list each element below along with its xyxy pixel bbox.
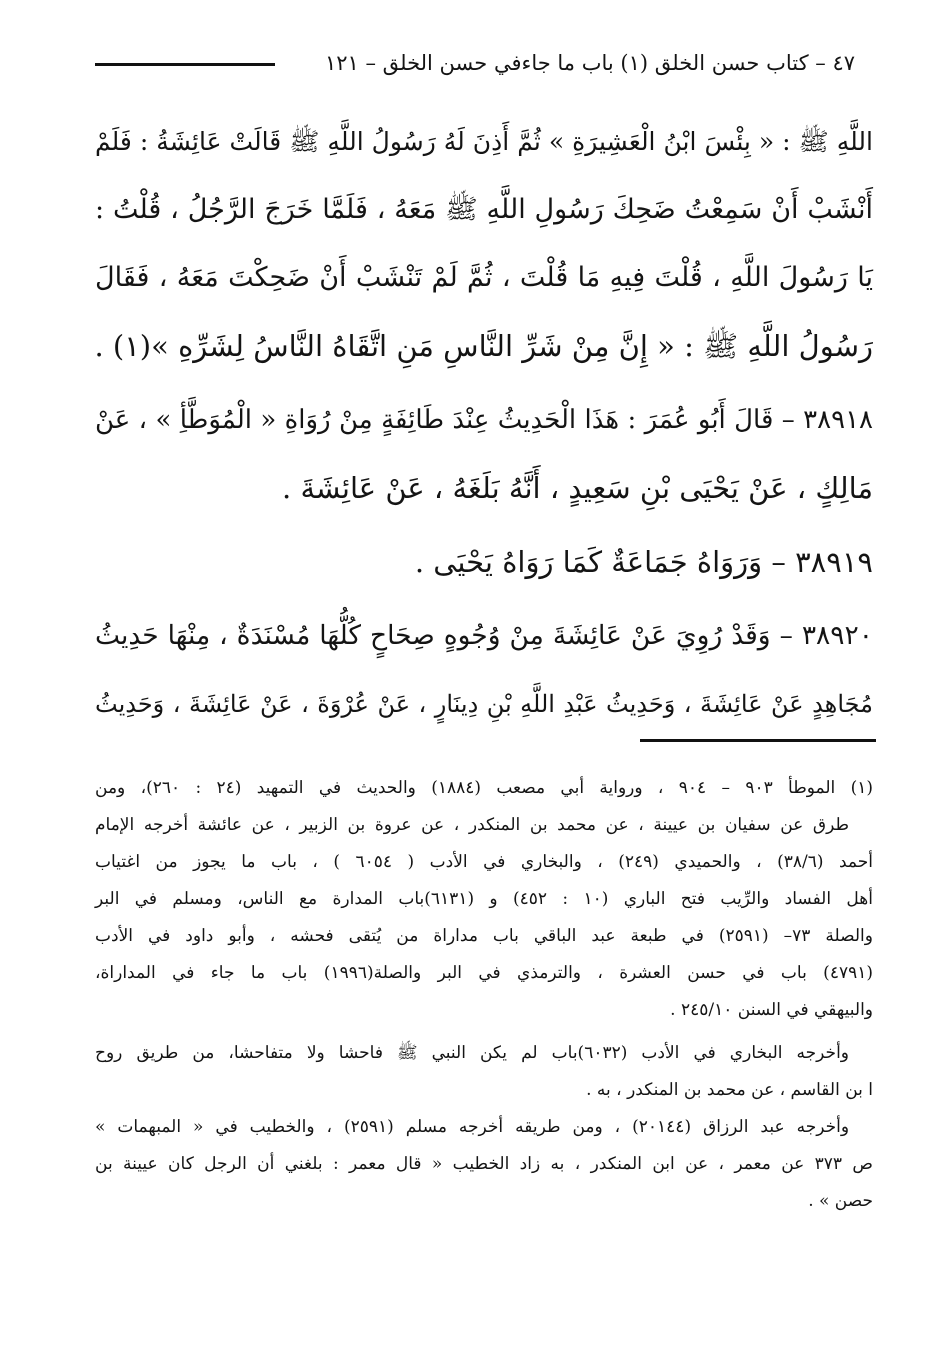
footnote-line: أهل الفساد والرِّيب فتح الباري (١٠ : ٤٥٢) و (٦١٣١)باب المدارة مع الناس، ومسلم في البر (95, 889, 873, 909)
text-line: مَالِكٍ ، عَنْ يَحْيَى بْنِ سَعِيدٍ ، أَنَّهُ بَلَغَهُ ، عَنْ عَائِشَةَ . (282, 471, 873, 505)
footnote-line: وأخرجه البخاري في الأدب (٦٠٣٢)باب لم يكن النبي ﷺ فاحشا ولا متفاحشا، من طريق روح (95, 1043, 849, 1063)
text-line: مُجَاهِدٍ عَنْ عَائِشَةَ ، وَحَدِيثُ عَبْدِ اللَّهِ بْنِ دِينَارٍ ، عَنْ عُرْوَةَ ، عَنْ عَائِشَةَ ، وَحَدِيثُ (95, 690, 873, 718)
text-line: ٣٨٩١٩ – وَرَوَاهُ جَمَاعَةٌ كَمَا رَوَاهُ يَحْيَى . (414, 545, 873, 579)
header-text: ٤٧ – كتاب حسن الخلق (١) باب ما جاءفي حسن الخلق – ١٢١ (324, 51, 855, 75)
text-line: أَنْشَبْ أَنْ سَمِعْتُ ضَحِكَ رَسُولِ اللَّهِ ﷺ مَعَهُ ، فَلَمَّا خَرَجَ الرَّجُلُ ، قُلْتُ : (95, 194, 873, 225)
footnote-line: ا بن القاسم ، عن محمد بن المنكدر ، به . (586, 1080, 873, 1100)
footnote-line: والصلة ٧٣– (٢٥٩١) في طبعة عبد الباقي باب مداراة من يُتقى فحشه ، وأبو داود في الأدب (95, 926, 873, 946)
text-line: يَا رَسُولَ اللَّهِ ، قُلْتَ فِيهِ مَا قُلْتَ ، ثُمَّ لَمْ تَنْشَبْ أَنْ ضَحِكْتَ مَعَهُ ، فَقَالَ (95, 262, 873, 293)
text-line: رَسُولُ اللَّهِ ﷺ : « إِنَّ مِنْ شَرِّ النَّاسِ مَنِ اتَّقَاهُ النَّاسُ لِشَرِّهِ »(١) . (94, 329, 873, 363)
footnote-line: طرق عن سفيان بن عيينة ، عن محمد بن المنكدر ، عن عروة بن الزبير ، عن عائشة أخرجه الإمام (95, 815, 849, 835)
text-line: اللَّهِ ﷺ : « بِئْسَ ابْنُ الْعَشِيرَةِ » ثُمَّ أَذِنَ لَهُ رَسُولُ اللَّهِ ﷺ قَالَتْ عَائِشَةُ : فَلَمْ (95, 127, 873, 156)
footnote-line: وأخرجه عبد الرزاق (٢٠١٤٤) ، ومن طريقه أخرجه مسلم (٢٥٩١) ، والخطيب في « المبهمات » (95, 1117, 850, 1137)
footnote-line: (١) الموطأ ٩٠٣ – ٩٠٤ ، ورواية أبي مصعب (١٨٨٤) والحديث في التمهيد (٢٤ : ٢٦٠)، ومن (95, 778, 874, 798)
header-rule (95, 63, 275, 66)
footnotes (95, 770, 873, 1220)
text-line: ٣٨٩١٨ – قَالَ أَبُو عُمَرَ : هَذَا الْحَدِيثُ عِنْدَ طَائِفَةٍ مِنْ رُوَاةِ « الْمُوَطَّأِ » ، عَنْ (95, 405, 873, 435)
footnote-line: حصن » . (808, 1191, 873, 1211)
running-header (95, 30, 855, 74)
footnote-line: (٤٧٩١) باب في حسن العشرة ، والترمذي في البر والصلة(١٩٩٦) باب ما جاء في المداراة، (95, 963, 873, 983)
main-text (95, 108, 873, 738)
footnote-line: ص ٣٧٣ عن معمر ، عن ابن المنكدر ، به زاد الخطيب « قال معمر : بلغني أن الرجل كان عيينة بن (95, 1154, 873, 1174)
footnote-line: والبيهقي في السنن ٢٤٥/١٠ . (670, 1000, 873, 1020)
text-line: ٣٨٩٢٠ – وَقَدْ رُوِيَ عَنْ عَائِشَةَ مِنْ وُجُوهٍ صِحَاحٍ كُلُّهَا مُسْنَدَةٌ ، مِنْهَا حَدِيثُ (95, 620, 873, 651)
footnote-line: أحمد (٣٨/٦) ، والحميدي (٢٤٩) ، والبخاري في الأدب ( ٦٠٥٤ ) ، باب ما يجوز من اغتياب (95, 852, 873, 872)
footnote-separator (640, 739, 876, 742)
